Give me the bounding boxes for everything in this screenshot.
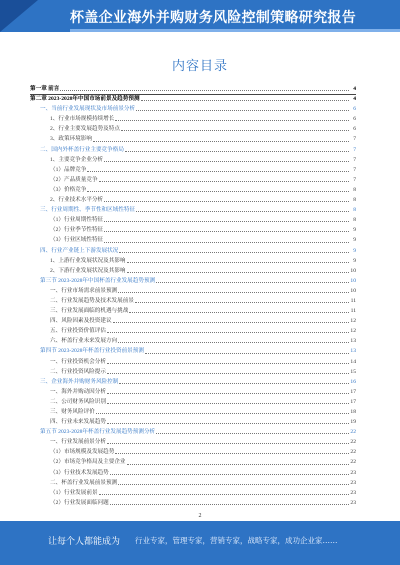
toc-entry-label: 四、行业产业链上下游发展状况 bbox=[40, 247, 119, 254]
toc-entry-label: 三、行业周期性、季节性和区域性特征 bbox=[40, 207, 136, 214]
toc-entry[interactable] bbox=[30, 346, 356, 356]
toc-entry[interactable] bbox=[30, 145, 356, 155]
table-of-contents bbox=[30, 84, 356, 508]
toc-entry[interactable] bbox=[30, 256, 356, 266]
toc-entry[interactable] bbox=[30, 276, 356, 286]
toc-entry[interactable] bbox=[30, 437, 356, 447]
toc-entry-label: （3）价格竞争 bbox=[50, 186, 87, 193]
toc-entry-label: 二、杯盖行业发展前景预测 bbox=[50, 479, 118, 486]
toc-entry-page: 12 bbox=[350, 318, 356, 325]
toc-leader-dots bbox=[104, 241, 349, 243]
toc-entry-page: 22 bbox=[350, 429, 356, 436]
toc-leader-dots bbox=[107, 402, 349, 404]
toc-entry[interactable] bbox=[30, 124, 356, 134]
toc-entry-page: 17 bbox=[350, 388, 356, 395]
toc-entry[interactable] bbox=[30, 104, 356, 114]
toc-entry-label: （3）行业区域性特征 bbox=[50, 237, 104, 244]
toc-entry[interactable] bbox=[30, 114, 356, 124]
toc-entry-label: 1、行业市场规模持续增长 bbox=[50, 116, 115, 123]
toc-entry-page: 9 bbox=[353, 227, 356, 234]
toc-leader-dots bbox=[104, 230, 349, 232]
toc-entry-label: 3、政策环境影响 bbox=[50, 136, 92, 143]
toc-heading: 内容目录 bbox=[171, 59, 228, 74]
toc-entry-page: 4 bbox=[353, 96, 356, 103]
toc-entry[interactable] bbox=[30, 84, 356, 94]
toc-entry-page: 8 bbox=[353, 207, 356, 214]
toc-entry[interactable] bbox=[30, 316, 356, 326]
toc-entry[interactable] bbox=[30, 134, 356, 144]
toc-entry[interactable] bbox=[30, 205, 356, 215]
toc-entry-label: 三、财务风险评价 bbox=[50, 409, 95, 415]
toc-leader-dots bbox=[107, 422, 349, 424]
toc-entry[interactable] bbox=[30, 94, 356, 104]
toc-entry-page: 19 bbox=[350, 419, 356, 426]
toc-leader-dots bbox=[107, 372, 349, 374]
toc-entry-page: 8 bbox=[353, 186, 356, 193]
toc-entry-label: 五、行业投资价值评估 bbox=[50, 328, 106, 335]
toc-entry-page: 11 bbox=[350, 297, 356, 304]
toc-leader-dots bbox=[107, 362, 349, 364]
toc-leader-dots bbox=[156, 432, 349, 434]
toc-entry-label: 六、杯盖行业未来发展方向 bbox=[50, 338, 118, 345]
toc-entry[interactable] bbox=[30, 286, 356, 296]
footer-roles: 行业专家，管理专家，营销专家，战略专家，成功企业家…… bbox=[135, 536, 338, 545]
toc-entry-label: 第二章 2023-2028年中国市场前景及趋势预测 bbox=[30, 96, 140, 103]
toc-entry-page: 7 bbox=[353, 156, 356, 163]
toc-entry-label: （2）产品质量竞争 bbox=[50, 176, 98, 183]
toc-entry[interactable] bbox=[30, 165, 356, 175]
toc-leader-dots bbox=[110, 473, 349, 475]
toc-entry-label: 四、行业未来发展趋势 bbox=[50, 419, 106, 426]
toc-leader-dots bbox=[107, 331, 349, 333]
toc-leader-dots bbox=[107, 442, 349, 444]
toc-leader-dots bbox=[145, 352, 349, 354]
toc-leader-dots bbox=[156, 281, 349, 283]
toc-entry[interactable] bbox=[30, 367, 356, 377]
toc-entry-page: 11 bbox=[350, 308, 356, 315]
toc-leader-dots bbox=[99, 180, 349, 182]
toc-leader-dots bbox=[104, 160, 349, 162]
toc-leader-dots bbox=[115, 452, 349, 454]
toc-entry[interactable] bbox=[30, 175, 356, 185]
toc-leader-dots bbox=[119, 251, 349, 253]
toc-entry-page: 9 bbox=[353, 237, 356, 244]
toc-entry-label: 第五节 2023-2028年杯盖行业发展趋势预测分析 bbox=[40, 429, 156, 436]
toc-entry-label: 2、下游行业发展状况及其影响 bbox=[50, 267, 126, 274]
toc-entry-label: 一、海外并购动因分析 bbox=[50, 388, 106, 395]
toc-entry[interactable] bbox=[30, 407, 356, 417]
toc-entry-label: 一、当前行业发展现状及市场前景分析 bbox=[40, 106, 136, 113]
toc-leader-dots bbox=[93, 140, 349, 142]
toc-entry-page: 8 bbox=[353, 217, 356, 224]
toc-entry-label: （1）品牌竞争 bbox=[50, 166, 87, 173]
toc-entry-label: 第三节 2023-2028年中国杯盖行业发展趋势预测 bbox=[40, 277, 156, 284]
toc-entry-page: 13 bbox=[350, 348, 356, 355]
toc-leader-dots bbox=[136, 210, 349, 212]
toc-entry[interactable] bbox=[30, 225, 356, 235]
toc-leader-dots bbox=[119, 382, 349, 384]
toc-leader-dots bbox=[127, 271, 349, 273]
toc-leader-dots bbox=[118, 341, 349, 343]
toc-entry-page: 10 bbox=[350, 267, 356, 274]
toc-entry-label: 三、行业发展面临的机遇与挑战 bbox=[50, 308, 129, 315]
toc-leader-dots bbox=[60, 89, 349, 91]
toc-entry-label: 二、国内外杯盖行业主要竞争格局 bbox=[40, 146, 124, 153]
toc-entry[interactable] bbox=[30, 235, 356, 245]
toc-entry[interactable] bbox=[30, 498, 356, 508]
toc-entry-label: 第一章 前言 bbox=[30, 86, 60, 92]
report-title: 杯盖企业海外并购财务风险控制策略研究报告 bbox=[70, 10, 356, 26]
toc-entry-page: 7 bbox=[353, 146, 356, 153]
toc-entry-page: 22 bbox=[350, 449, 356, 456]
toc-entry-label: （2）行业季节性特征 bbox=[50, 227, 104, 234]
toc-entry-label: 2、行业主要发展趋势及特点 bbox=[50, 126, 120, 133]
toc-leader-dots bbox=[136, 109, 349, 111]
toc-entry-page: 22 bbox=[350, 439, 356, 446]
toc-entry[interactable] bbox=[30, 336, 356, 346]
toc-entry-page: 23 bbox=[350, 489, 356, 496]
toc-entry[interactable] bbox=[30, 326, 356, 336]
toc-entry-page: 15 bbox=[350, 368, 356, 375]
toc-leader-dots bbox=[104, 220, 349, 222]
toc-entry-label: 三、企业海外并购财务风险控制 bbox=[40, 378, 119, 385]
toc-entry[interactable] bbox=[30, 457, 356, 467]
toc-entry[interactable] bbox=[30, 215, 356, 225]
toc-entry-page: 8 bbox=[353, 197, 356, 204]
toc-entry-label: 一、行业市场需求前景预测 bbox=[50, 287, 118, 294]
toc-entry-label: （3）行业技术发展趋势 bbox=[50, 469, 109, 476]
toc-entry-page: 10 bbox=[350, 277, 356, 284]
toc-entry-label: 二、公司财务风险识别 bbox=[50, 398, 106, 405]
toc-leader-dots bbox=[135, 301, 349, 303]
toc-entry[interactable] bbox=[30, 357, 356, 367]
toc-leader-dots bbox=[115, 119, 349, 121]
toc-entry-label: 二、行业投资风险提示 bbox=[50, 368, 106, 375]
toc-entry-page: 14 bbox=[350, 358, 356, 365]
header-stripe bbox=[70, 29, 400, 32]
footer-band bbox=[0, 521, 400, 565]
toc-leader-dots bbox=[118, 483, 349, 485]
toc-leader-dots bbox=[127, 261, 349, 263]
toc-entry-page: 4 bbox=[353, 86, 356, 92]
toc-entry-page: 23 bbox=[350, 479, 356, 486]
toc-entry-page: 7 bbox=[353, 166, 356, 173]
toc-entry[interactable] bbox=[30, 185, 356, 195]
toc-entry-page: 10 bbox=[350, 287, 356, 294]
toc-entry-page: 6 bbox=[353, 126, 356, 133]
toc-entry-label: （1）市场规模及发展趋势 bbox=[50, 449, 115, 456]
toc-leader-dots bbox=[121, 129, 349, 131]
toc-entry[interactable] bbox=[30, 417, 356, 427]
toc-entry[interactable] bbox=[30, 195, 356, 205]
header-corner-accent bbox=[0, 0, 38, 32]
toc-entry-label: 四、风险因素及投资建议 bbox=[50, 318, 112, 325]
header-band bbox=[0, 0, 400, 32]
toc-entry-page: 17 bbox=[350, 398, 356, 405]
toc-entry-label: （1）行业发展前景 bbox=[50, 489, 98, 496]
toc-entry-label: 第四节 2023-2028年杯盖行业投资前景预测 bbox=[40, 348, 144, 355]
toc-leader-dots bbox=[110, 503, 349, 505]
toc-entry-label: 一、行业发展前景分析 bbox=[50, 439, 106, 446]
toc-entry-page: 7 bbox=[353, 136, 356, 143]
footer-slogan: 让每个人都能成为 bbox=[48, 537, 121, 547]
toc-entry-page: 16 bbox=[350, 378, 356, 385]
toc-leader-dots bbox=[104, 200, 349, 202]
toc-entry[interactable] bbox=[30, 296, 356, 306]
page-number: 2 bbox=[198, 513, 202, 519]
toc-entry-page: 6 bbox=[353, 106, 356, 113]
toc-entry-page: 23 bbox=[350, 499, 356, 506]
toc-entry[interactable] bbox=[30, 468, 356, 478]
toc-entry-page: 12 bbox=[350, 328, 356, 335]
toc-entry[interactable] bbox=[30, 397, 356, 407]
toc-entry-label: （2）行业发展面临问题 bbox=[50, 499, 109, 506]
toc-leader-dots bbox=[141, 99, 349, 101]
toc-entry-page: 18 bbox=[350, 409, 356, 415]
toc-entry[interactable] bbox=[30, 478, 356, 488]
toc-entry-page: 7 bbox=[353, 176, 356, 183]
toc-entry-page: 22 bbox=[350, 459, 356, 466]
toc-entry-label: 二、行业发展趋势及技术发展前景 bbox=[50, 297, 134, 304]
toc-entry[interactable] bbox=[30, 427, 356, 437]
toc-entry-page: 9 bbox=[353, 247, 356, 254]
toc-entry-page: 23 bbox=[350, 469, 356, 476]
toc-entry[interactable] bbox=[30, 155, 356, 165]
toc-entry-label: 2、行业技术水平分析 bbox=[50, 197, 104, 204]
toc-entry[interactable] bbox=[30, 488, 356, 498]
toc-entry[interactable] bbox=[30, 306, 356, 316]
toc-leader-dots bbox=[99, 493, 349, 495]
toc-leader-dots bbox=[113, 321, 349, 323]
toc-leader-dots bbox=[87, 170, 349, 172]
toc-entry-label: 1、上游行业发展状况及其影响 bbox=[50, 257, 126, 264]
toc-entry-page: 9 bbox=[353, 257, 356, 264]
toc-entry-label: 一、行业投资机会分析 bbox=[50, 358, 106, 365]
toc-entry[interactable] bbox=[30, 447, 356, 457]
toc-entry-label: （1）行业周期性特征 bbox=[50, 217, 104, 224]
toc-entry[interactable] bbox=[30, 266, 356, 276]
toc-entry-label: 1、主要竞争企业分析 bbox=[50, 156, 104, 163]
toc-entry-label: （2）市场竞争格局及主要企业 bbox=[50, 459, 126, 466]
toc-entry[interactable] bbox=[30, 246, 356, 256]
toc-entry[interactable] bbox=[30, 377, 356, 387]
toc-leader-dots bbox=[96, 412, 349, 414]
toc-leader-dots bbox=[129, 311, 349, 313]
toc-leader-dots bbox=[127, 463, 349, 465]
toc-leader-dots bbox=[125, 150, 349, 152]
toc-entry[interactable] bbox=[30, 387, 356, 397]
toc-entry-page: 6 bbox=[353, 116, 356, 123]
toc-leader-dots bbox=[107, 392, 349, 394]
toc-entry-page: 13 bbox=[350, 338, 356, 345]
toc-leader-dots bbox=[118, 291, 349, 293]
toc-leader-dots bbox=[87, 190, 349, 192]
